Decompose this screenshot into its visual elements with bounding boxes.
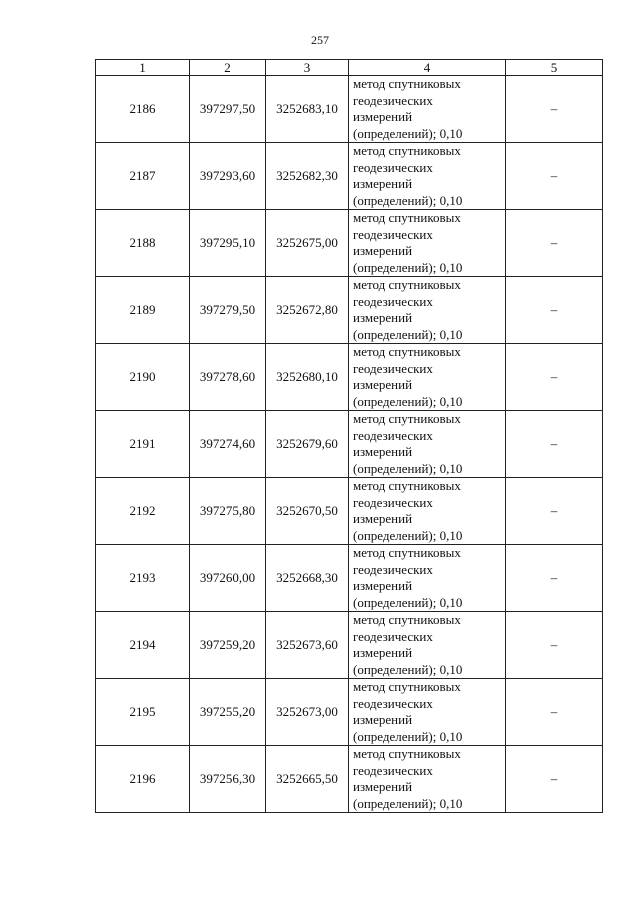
- y-coordinate-cell: 3252672,80: [266, 277, 349, 344]
- y-coordinate-cell: 3252670,50: [266, 478, 349, 545]
- method-cell: [349, 679, 506, 746]
- y-coordinate-cell: 3252673,00: [266, 679, 349, 746]
- table-row: [96, 612, 603, 679]
- x-coordinate-cell: 397260,00: [190, 545, 266, 612]
- table-row: [96, 746, 603, 813]
- point-number-cell: 2186: [96, 76, 190, 143]
- table-row: [96, 478, 603, 545]
- x-coordinate-cell: 397278,60: [190, 344, 266, 411]
- method-line: (определений); 0,10: [353, 594, 463, 610]
- note-cell: –: [506, 411, 603, 478]
- x-coordinate-cell: 397275,80: [190, 478, 266, 545]
- method-line: (определений); 0,10: [353, 795, 463, 811]
- method-line: (определений); 0,10: [353, 661, 463, 677]
- column-header-note: 5: [506, 60, 603, 76]
- method-line: геодезических: [353, 92, 433, 108]
- method-line: измерений: [353, 377, 413, 392]
- point-number-cell: 2196: [96, 746, 190, 813]
- table-body: [96, 76, 603, 813]
- note-cell: –: [506, 545, 603, 612]
- note-cell: –: [506, 143, 603, 210]
- method-line: метод спутниковых: [353, 612, 461, 627]
- column-header-point: 1: [96, 60, 190, 76]
- method-cell: [349, 612, 506, 679]
- y-coordinate-cell: 3252665,50: [266, 746, 349, 813]
- method-line: измерений: [353, 243, 413, 258]
- point-number-cell: 2187: [96, 143, 190, 210]
- note-cell: –: [506, 277, 603, 344]
- y-coordinate-cell: 3252682,30: [266, 143, 349, 210]
- table-row: [96, 76, 603, 143]
- method-line: измерений: [353, 645, 413, 660]
- x-coordinate-cell: 397295,10: [190, 210, 266, 277]
- method-line: измерений: [353, 712, 413, 727]
- method-line: (определений); 0,10: [353, 192, 463, 208]
- method-line: метод спутниковых: [353, 210, 461, 225]
- note-cell: –: [506, 478, 603, 545]
- method-line: (определений); 0,10: [353, 393, 463, 409]
- y-coordinate-cell: 3252679,60: [266, 411, 349, 478]
- method-line: метод спутниковых: [353, 411, 461, 426]
- y-coordinate-cell: 3252683,10: [266, 76, 349, 143]
- method-line: измерений: [353, 176, 413, 191]
- method-line: метод спутниковых: [353, 277, 461, 292]
- method-line: метод спутниковых: [353, 746, 461, 761]
- method-line: геодезических: [353, 762, 433, 778]
- note-cell: –: [506, 344, 603, 411]
- method-line: геодезических: [353, 427, 433, 443]
- y-coordinate-cell: 3252668,30: [266, 545, 349, 612]
- method-cell: [349, 545, 506, 612]
- y-coordinate-cell: 3252675,00: [266, 210, 349, 277]
- column-header-method: 4: [349, 60, 506, 76]
- note-cell: –: [506, 746, 603, 813]
- method-line: геодезических: [353, 628, 433, 644]
- method-cell: [349, 344, 506, 411]
- method-cell: [349, 746, 506, 813]
- method-line: измерений: [353, 444, 413, 459]
- method-line: (определений); 0,10: [353, 527, 463, 543]
- method-line: измерений: [353, 109, 413, 124]
- method-line: геодезических: [353, 226, 433, 242]
- note-cell: –: [506, 210, 603, 277]
- x-coordinate-cell: 397255,20: [190, 679, 266, 746]
- table-row: [96, 411, 603, 478]
- method-line: (определений); 0,10: [353, 326, 463, 342]
- x-coordinate-cell: 397279,50: [190, 277, 266, 344]
- table-row: [96, 679, 603, 746]
- method-cell: [349, 478, 506, 545]
- y-coordinate-cell: 3252680,10: [266, 344, 349, 411]
- point-number-cell: 2189: [96, 277, 190, 344]
- point-number-cell: 2190: [96, 344, 190, 411]
- note-cell: –: [506, 612, 603, 679]
- method-line: (определений); 0,10: [353, 259, 463, 275]
- table-row: [96, 143, 603, 210]
- method-line: геодезических: [353, 293, 433, 309]
- method-line: метод спутниковых: [353, 76, 461, 91]
- point-number-cell: 2193: [96, 545, 190, 612]
- column-header-x: 2: [190, 60, 266, 76]
- method-cell: [349, 143, 506, 210]
- point-number-cell: 2191: [96, 411, 190, 478]
- point-number-cell: 2188: [96, 210, 190, 277]
- column-header-y: 3: [266, 60, 349, 76]
- x-coordinate-cell: 397274,60: [190, 411, 266, 478]
- method-line: геодезических: [353, 360, 433, 376]
- method-line: метод спутниковых: [353, 679, 461, 694]
- note-cell: –: [506, 679, 603, 746]
- method-line: (определений); 0,10: [353, 125, 463, 141]
- method-line: (определений); 0,10: [353, 728, 463, 744]
- method-cell: [349, 210, 506, 277]
- x-coordinate-cell: 397259,20: [190, 612, 266, 679]
- method-cell: [349, 277, 506, 344]
- method-line: измерений: [353, 578, 413, 593]
- page-number: 257: [311, 33, 329, 47]
- method-line: измерений: [353, 310, 413, 325]
- method-line: метод спутниковых: [353, 344, 461, 359]
- method-line: измерений: [353, 779, 413, 794]
- method-line: метод спутниковых: [353, 143, 461, 158]
- x-coordinate-cell: 397297,50: [190, 76, 266, 143]
- y-coordinate-cell: 3252673,60: [266, 612, 349, 679]
- note-cell: –: [506, 76, 603, 143]
- x-coordinate-cell: 397293,60: [190, 143, 266, 210]
- method-cell: [349, 76, 506, 143]
- table-row: [96, 210, 603, 277]
- method-line: геодезических: [353, 494, 433, 510]
- point-number-cell: 2195: [96, 679, 190, 746]
- x-coordinate-cell: 397256,30: [190, 746, 266, 813]
- point-number-cell: 2194: [96, 612, 190, 679]
- table-row: [96, 545, 603, 612]
- coordinates-table: [95, 59, 603, 813]
- method-line: измерений: [353, 511, 413, 526]
- point-number-cell: 2192: [96, 478, 190, 545]
- method-line: метод спутниковых: [353, 478, 461, 493]
- table-header-row: [96, 60, 603, 76]
- method-cell: [349, 411, 506, 478]
- method-line: (определений); 0,10: [353, 460, 463, 476]
- method-line: метод спутниковых: [353, 545, 461, 560]
- table-row: [96, 344, 603, 411]
- method-line: геодезических: [353, 159, 433, 175]
- method-line: геодезических: [353, 695, 433, 711]
- table-row: [96, 277, 603, 344]
- method-line: геодезических: [353, 561, 433, 577]
